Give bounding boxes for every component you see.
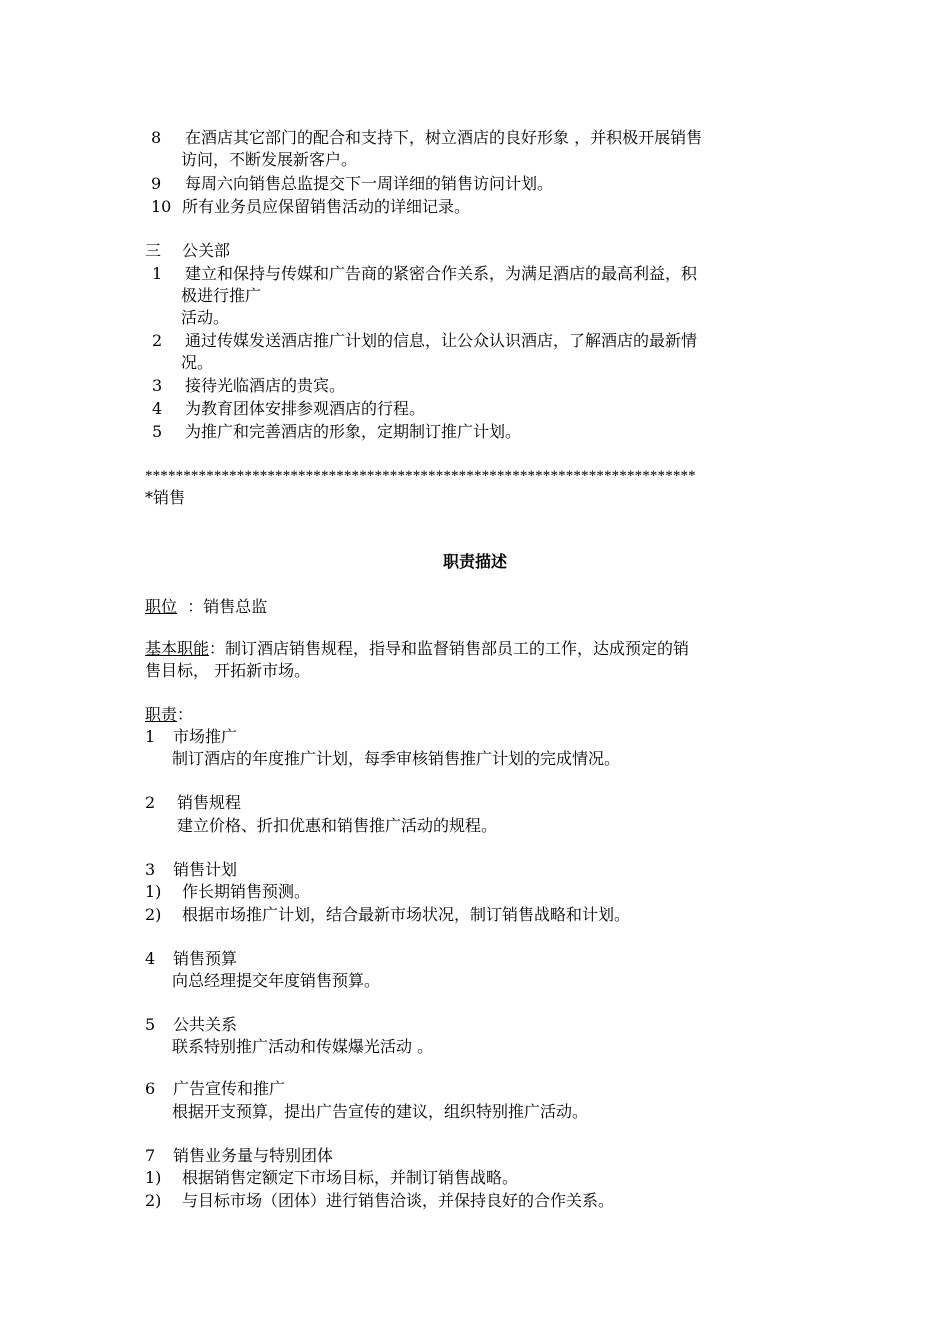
sub-item-mark: 2) xyxy=(145,1191,162,1210)
item-text: 活动。 xyxy=(181,308,230,327)
duties-label: 职责 xyxy=(145,705,178,724)
basic-function-line xyxy=(145,638,689,660)
item-text: 极进行推广 xyxy=(181,286,262,305)
duty-text: 根据销售定额定下市场目标，并制订销售战略。 xyxy=(182,1168,519,1187)
duty-title: 市场推广 xyxy=(173,727,238,746)
position-label: 职位 xyxy=(145,597,178,616)
duty-text: 联系特别推广活动和传媒爆光活动 。 xyxy=(172,1037,434,1056)
duty-text: 作长期销售预测。 xyxy=(182,882,311,901)
duties-colon: ： xyxy=(177,705,194,724)
item-text: 为教育团体安排参观酒店的行程。 xyxy=(185,399,426,418)
sub-item-mark: 2) xyxy=(145,905,162,924)
item-text: 在酒店其它部门的配合和支持下，树立酒店的良好形象 ，并积极开展销售 xyxy=(185,128,703,147)
item-number: 5 xyxy=(152,422,163,441)
item-number: 2 xyxy=(152,331,163,350)
job-heading: 职责描述 xyxy=(442,552,507,571)
basic-label: 基本职能 xyxy=(145,639,210,658)
item-number: 8 xyxy=(151,128,162,147)
duty-title: 销售预算 xyxy=(173,949,238,968)
item-text: 建立和保持与传媒和广告商的紧密合作关系，为满足酒店的最高利益，积 xyxy=(185,264,698,283)
sub-item-mark: 1) xyxy=(145,882,162,901)
duties-line xyxy=(145,704,193,726)
item-number: 1 xyxy=(152,264,163,283)
duty-number: 2 xyxy=(145,793,156,812)
duty-number: 5 xyxy=(145,1015,156,1034)
duty-title: 销售计划 xyxy=(173,860,238,879)
duty-text: 向总经理提交年度销售预算。 xyxy=(172,971,381,990)
duty-number: 3 xyxy=(145,860,156,879)
duty-number: 7 xyxy=(145,1146,156,1165)
duty-text: 与目标市场（团体）进行销售洽谈，并保持良好的合作关系。 xyxy=(182,1191,615,1210)
item-text: 所有业务员应保留销售活动的详细记录。 xyxy=(182,197,471,216)
position-line xyxy=(145,596,267,618)
asterisk-divider: ************************************************************************ xyxy=(145,468,696,484)
position-value: ：销售总监 xyxy=(187,597,268,616)
section-number: 三 xyxy=(145,241,162,260)
separator-tail: *销售 xyxy=(145,488,186,507)
duty-text: 建立价格、折扣优惠和销售推广活动的规程。 xyxy=(177,816,498,835)
duty-title: 公共关系 xyxy=(173,1015,238,1034)
duty-text: 制订酒店的年度推广计划，每季审核销售推广计划的完成情况。 xyxy=(172,749,621,768)
duty-text: 根据开支预算，提出广告宣传的建议，组织特别推广活动。 xyxy=(172,1102,589,1121)
duty-number: 4 xyxy=(145,949,156,968)
item-text: 接待光临酒店的贵宾。 xyxy=(185,376,346,395)
section-title: 公关部 xyxy=(182,241,231,260)
item-text: 访问，不断发展新客户。 xyxy=(181,150,358,169)
duty-title: 销售规程 xyxy=(177,793,242,812)
sub-item-mark: 1) xyxy=(145,1168,162,1187)
item-number: 9 xyxy=(151,174,162,193)
duty-title: 销售业务量与特别团体 xyxy=(173,1146,334,1165)
basic-text: ：制订酒店销售规程，指导和监督销售部员工的工作，达成预定的销 xyxy=(209,639,690,658)
duty-title: 广告宣传和推广 xyxy=(173,1079,286,1098)
basic-text: 售目标， 开拓新市场。 xyxy=(145,661,311,680)
duty-number: 1 xyxy=(145,727,156,746)
item-number: 4 xyxy=(152,399,163,418)
item-text: 每周六向销售总监提交下一周详细的销售访问计划。 xyxy=(185,174,554,193)
item-number: 3 xyxy=(152,376,163,395)
item-text: 况。 xyxy=(181,353,214,372)
duty-text: 根据市场推广计划，结合最新市场状况，制订销售战略和计划。 xyxy=(182,905,631,924)
duty-number: 6 xyxy=(145,1079,156,1098)
item-text: 为推广和完善酒店的形象，定期制订推广计划。 xyxy=(185,422,522,441)
item-number: 10 xyxy=(151,197,172,216)
item-text: 通过传媒发送酒店推广计划的信息，让公众认识酒店，了解酒店的最新情 xyxy=(185,331,698,350)
